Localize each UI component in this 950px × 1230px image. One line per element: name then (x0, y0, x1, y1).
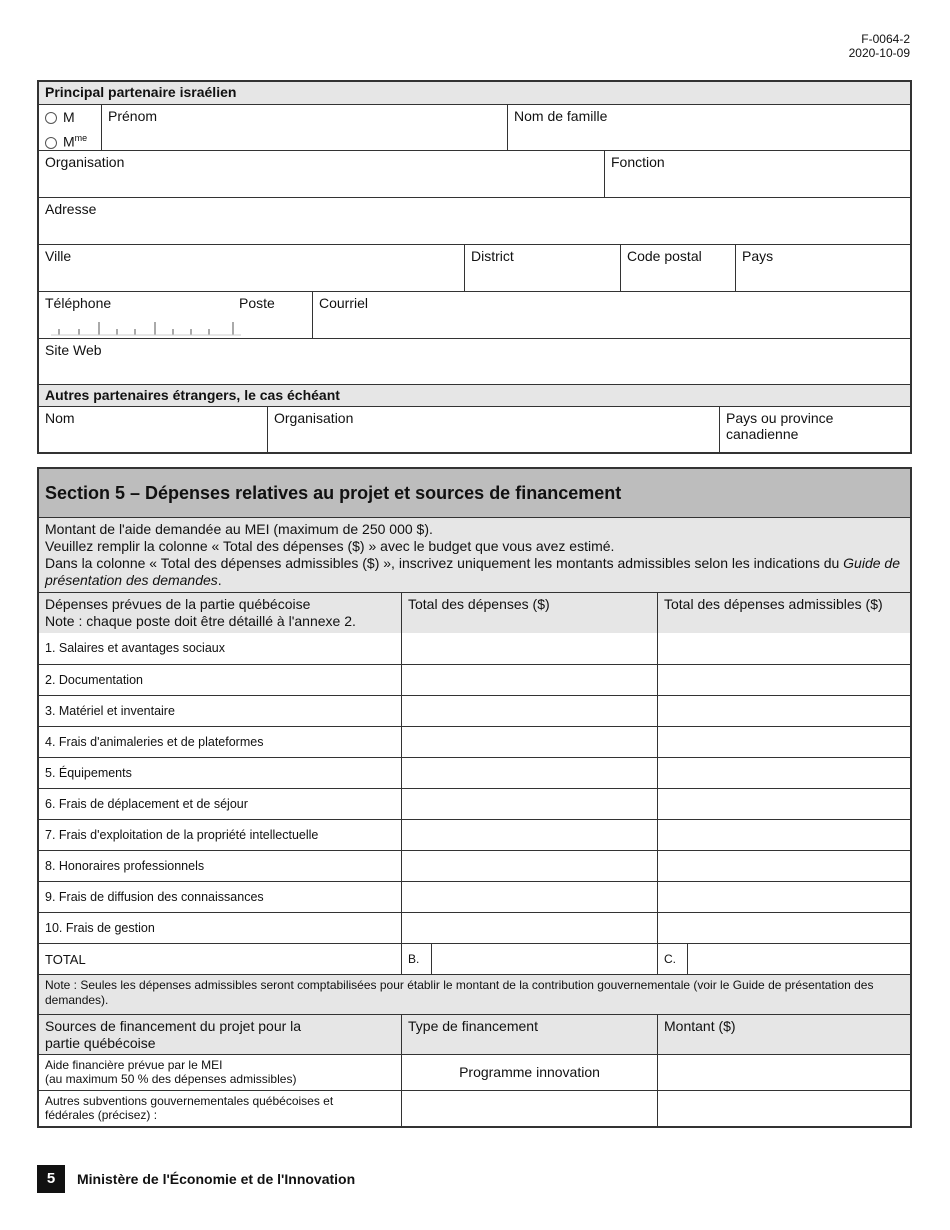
source-other-type-field[interactable] (401, 1091, 657, 1126)
civility-group (39, 105, 101, 150)
radio-m-icon[interactable] (45, 112, 57, 124)
page-number: 5 (37, 1165, 65, 1193)
expense-label: 3. Matériel et inventaire (45, 704, 175, 718)
section5-title: Section 5 – Dépenses relatives au projet et sources de financement (39, 469, 910, 517)
eligible-col-header: Total des dépenses admissibles ($) (657, 593, 910, 633)
expense-total-field[interactable] (401, 727, 657, 757)
expense-total-field[interactable] (401, 789, 657, 819)
partner-block (37, 80, 912, 454)
expense-eligible-field[interactable] (657, 851, 910, 881)
section5-intro: Montant de l'aide demandée au MEI (maximum de 250 000 $). Veuillez remplir la colonne « Total des dépenses ($) » avec le budget que vous avez estimé. Dans la colonne « Total des dépenses admissibles ($) », inscrivez uniquement les montants admissibles selon les indications du Guide de présentation des demandes. (39, 517, 910, 592)
label-c: C. (657, 944, 687, 974)
expense-row (39, 881, 910, 912)
label-b: B. (401, 944, 431, 974)
expense-row (39, 819, 910, 850)
form-code: F-0064-2 (861, 32, 910, 46)
sources-col-header: Sources de financement du projet pour la partie québécoise (45, 1018, 302, 1051)
expense-total-field[interactable] (401, 913, 657, 943)
organisation-field[interactable]: Organisation (45, 154, 125, 170)
source-mei-type: Programme innovation (401, 1055, 657, 1090)
form-header (849, 32, 910, 60)
expense-eligible-field[interactable] (657, 882, 910, 912)
expense-label: 1. Salaires et avantages sociaux (45, 641, 225, 655)
function-field[interactable]: Fonction (604, 151, 910, 197)
expense-total-field[interactable] (401, 882, 657, 912)
expense-eligible-field[interactable] (657, 696, 910, 726)
expense-row (39, 633, 910, 664)
option-m[interactable]: M (45, 107, 95, 128)
expense-total-field[interactable] (401, 665, 657, 695)
postal-code-field[interactable]: Code postal (620, 245, 735, 291)
type-col-header: Type de financement (401, 1015, 657, 1054)
expense-label: 2. Documentation (45, 673, 143, 687)
expense-label: 5. Équipements (45, 766, 132, 780)
form-date: 2020-10-09 (848, 46, 910, 60)
other-organisation-field[interactable]: Organisation (267, 407, 719, 452)
ministry-name: Ministère de l'Économie et de l'Innovation (77, 1171, 356, 1187)
expense-label: 6. Frais de déplacement et de séjour (45, 797, 248, 811)
expense-row (39, 912, 910, 943)
expense-eligible-field[interactable] (657, 789, 910, 819)
expense-total-field[interactable] (401, 851, 657, 881)
expense-row (39, 726, 910, 757)
expense-row (39, 850, 910, 881)
page-footer (37, 1165, 355, 1193)
phone-digit-ticks (51, 322, 241, 336)
last-name-field[interactable]: Nom de famille (507, 105, 910, 150)
partner-title: Principal partenaire israélien (45, 84, 237, 100)
expense-eligible-field[interactable] (657, 633, 910, 664)
expense-label: 7. Frais d'exploitation de la propriété intellectuelle (45, 828, 319, 842)
expense-row (39, 664, 910, 695)
other-name-field[interactable]: Nom (45, 410, 75, 426)
option-mme[interactable]: $M^{me}$ (45, 128, 95, 153)
extension-label: Poste (239, 295, 275, 311)
expense-row (39, 757, 910, 788)
expense-items (39, 633, 910, 943)
expense-total-field[interactable] (401, 633, 657, 664)
source-other-amount-field[interactable] (657, 1091, 910, 1126)
website-field[interactable]: Site Web (45, 342, 102, 358)
phone-field[interactable]: Téléphone Poste (39, 292, 312, 338)
other-country-field[interactable]: Pays ou province canadienne (719, 407, 910, 452)
amount-col-header: Montant ($) (657, 1015, 910, 1054)
expense-eligible-field[interactable] (657, 820, 910, 850)
city-field[interactable]: Ville (45, 248, 72, 264)
expense-eligible-field[interactable] (657, 727, 910, 757)
expense-label: 10. Frais de gestion (45, 921, 155, 935)
first-name-field[interactable]: Prénom (101, 105, 507, 150)
expense-eligible-field[interactable] (657, 913, 910, 943)
total-col-header: Total des dépenses ($) (401, 593, 657, 633)
expenses-col-header: Dépenses prévues de la partie québécoise Note : chaque poste doit être détaillé à l'annexe 2. (45, 596, 356, 629)
total-label: TOTAL (45, 952, 86, 967)
expense-label: 8. Honoraires professionnels (45, 859, 205, 873)
total-b-field[interactable] (431, 944, 657, 974)
expense-eligible-field[interactable] (657, 665, 910, 695)
source-other-label: Autres subventions gouvernementales québécoises et fédérales (précisez) : (45, 1094, 334, 1122)
expense-total-field[interactable] (401, 696, 657, 726)
others-title: Autres partenaires étrangers, le cas échéant (45, 387, 340, 403)
expense-row (39, 788, 910, 819)
expense-total-field[interactable] (401, 820, 657, 850)
expense-total-field[interactable] (401, 758, 657, 788)
expense-row (39, 695, 910, 726)
source-mei-amount-field[interactable] (657, 1055, 910, 1090)
district-field[interactable]: District (464, 245, 620, 291)
expense-eligible-field[interactable] (657, 758, 910, 788)
section5-block (37, 467, 912, 1128)
total-c-field[interactable] (687, 944, 910, 974)
country-field[interactable]: Pays (735, 245, 910, 291)
email-field[interactable]: Courriel (312, 292, 910, 338)
expense-label: 9. Frais de diffusion des connaissances (45, 890, 264, 904)
source-mei-label: Aide financière prévue par le MEI (au maximum 50 % des dépenses admissibles) (45, 1058, 297, 1086)
radio-mme-icon[interactable] (45, 137, 57, 149)
expense-label: 4. Frais d'animaleries et de plateformes (45, 735, 264, 749)
section5-note: Note : Seules les dépenses admissibles seront comptabilisées pour établir le montant de la contribution gouvernementale (voir le Guide de présentation des demandes). (45, 978, 874, 1007)
address-field[interactable]: Adresse (45, 201, 97, 217)
